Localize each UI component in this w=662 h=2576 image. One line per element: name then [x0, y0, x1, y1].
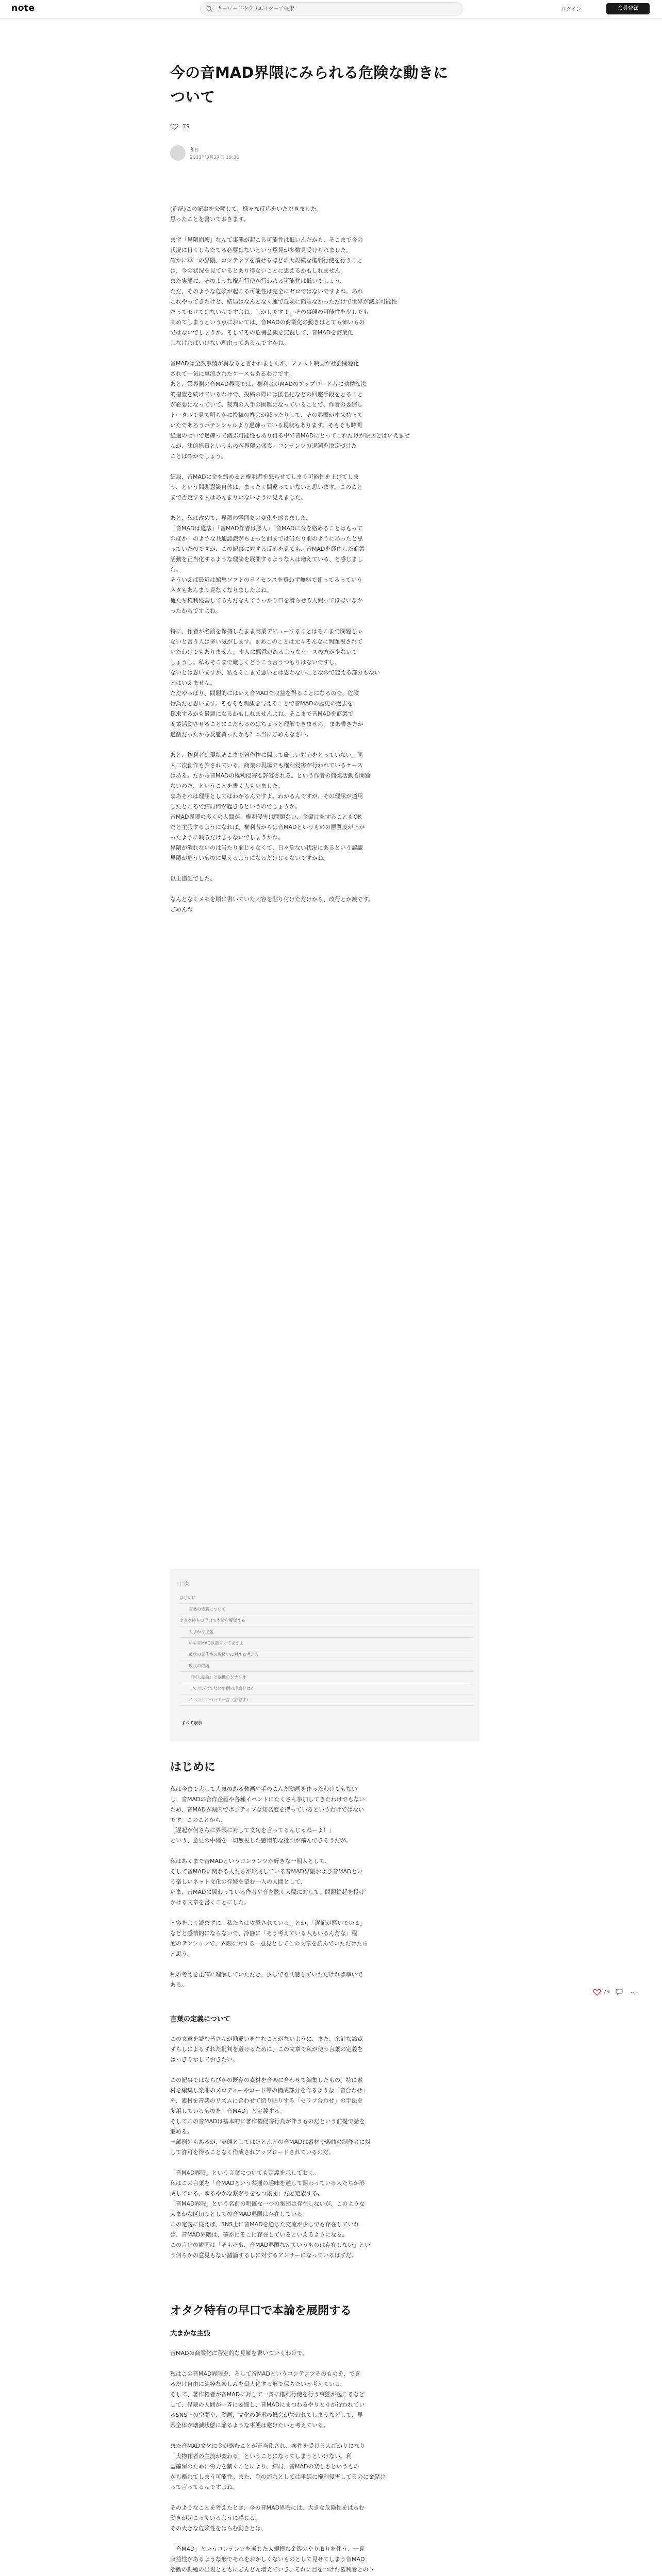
paragraph-line: う何らかの意見もない議論するしに対するアンサーになっているはずだ。 — [170, 2252, 357, 2259]
site-header — [0, 0, 662, 19]
paragraph-line: だと主張するようになれば、権利者からは音MADというものの悪質度が上が — [170, 824, 365, 831]
paragraph-line — [170, 863, 479, 874]
paragraph-line: ないと言う人は多い気がします。まあこのことは元々そんなに問題視されて — [170, 638, 363, 645]
article — [170, 61, 479, 2573]
paragraph-line — [170, 1908, 479, 1918]
paragraph-line: また音MAD文化に金が絡むことが正当化され、案件を受ける人ばかりになり — [170, 2443, 366, 2449]
paragraph-line — [170, 884, 479, 894]
paragraph-line: 成している、ゆるやかな繋がりをもつ集団」だと定義する。 — [170, 2190, 323, 2197]
paragraph-line: 収益性があるような形でそれをおかしくないものとして見せてしまう音MAD — [170, 2556, 365, 2563]
post-date: 2023年3月27日 19:36 — [190, 155, 239, 160]
paragraph-line: いま、音MADに関わっている作者や音を聴く人間に対して、問題提起を投げ — [170, 1889, 365, 1895]
floating-actions — [593, 1988, 644, 1998]
search-input[interactable] — [217, 4, 454, 13]
paragraph-line — [170, 2359, 479, 2369]
author-name[interactable]: 冬日 — [190, 148, 200, 153]
paragraph-line: 活動を正当化するような理論を展開するような人は増えている、と感じまし — [170, 556, 363, 563]
paragraph-line: 俺たち権利侵害してるんだなんてうっかり口を滑らせる人間ってほぼいなか — [170, 597, 363, 604]
paragraph-line: 界隈が危ういものに見えるようになるだけじゃないですかね。 — [170, 855, 329, 861]
paragraph-line — [170, 462, 479, 472]
paragraph-line — [170, 2534, 479, 2544]
paragraph-line: 結局、音MADに金を絡めると権利者を怒らせてしまう可能性を上げてしま — [170, 473, 359, 480]
title-line-2: ついて — [170, 88, 216, 106]
paragraph-line: そういえば最近は編集ソフトのライセンスを買わず無料で使ってるっていう — [170, 577, 363, 583]
paragraph-line: などと感情的にならないで、冷静に「そう考えている人もいるんだな」程 — [170, 1930, 357, 1937]
paragraph-line: ため、音MAD界隈内でポジティブな知名度を持っているというわけではない — [170, 1806, 365, 1813]
toc-item[interactable]: 現状の著作権の取扱いに対する考え方 — [179, 1649, 473, 1660]
paragraph-line: かける文章を書くことにした。 — [170, 1899, 250, 1906]
paragraph-line: しなければいけない理由ってあるんですかね。 — [170, 340, 289, 346]
signup-button[interactable]: 会員登録 — [606, 3, 650, 14]
heart-icon[interactable] — [170, 123, 178, 130]
paragraph-line — [170, 503, 479, 513]
table-of-contents — [170, 1569, 479, 1741]
paragraph-line: 私は今まで大して人気のある動画や手のこんだ動画を作ったわけでもない — [170, 1786, 357, 1792]
paragraph-line: その大きな危険性をはらむ動きとは、 — [170, 2525, 267, 2532]
paragraph-line: るだけ自由に純粋な楽しみを最大化する形で保ちたいと考えている。 — [170, 2381, 346, 2387]
paragraph-line: 商業活動させることにこだわるのはちょっと理解できません。まあ書き方が — [170, 721, 363, 727]
paragraph-line: とはいえません。 — [170, 680, 216, 686]
paragraph-line: 私の考えを正確に理解していただき、少しでも共感していただければ幸いで — [170, 1971, 363, 1978]
article-title — [170, 61, 479, 109]
paragraph-line — [170, 740, 479, 750]
search-icon — [206, 5, 213, 12]
paragraph-line: そして、著作権者が音MADに対して一斉に権利行使を行う事態が起こるなど — [170, 2391, 365, 2398]
paragraph-line — [170, 2065, 479, 2075]
paragraph-line: (追記)この記事を公開して、様々な反応をいただきました。 — [170, 206, 322, 212]
paragraph-line: ある。 — [170, 1981, 187, 1988]
paragraph-line: ったからですよね。 — [170, 607, 221, 614]
paragraph-line: 私はあくまで音MADというコンテンツが好きな一個人として、 — [170, 1858, 330, 1865]
paragraph-line: っていたのですが、この記事に対する反応を見ても、音MADを経由した商業 — [170, 546, 365, 552]
paragraph-line: 特に、作者が名前を保持したまま商業デビューすることはそこまで問題じゃ — [170, 628, 363, 635]
toc-item[interactable]: して言いはてない事柄の理論とは？ — [179, 1683, 473, 1694]
note-logo[interactable]: note — [11, 3, 35, 13]
paragraph-line: は、今の状況を見ているとあり得ないことに思えるかもしれません。 — [170, 267, 346, 274]
paragraph-line: 益確保のために労力を割くことにより、結局、音MADの楽しさというもの — [170, 2463, 359, 2470]
paragraph-line: 音MAD界隈の多くの人間が、権利侵害は問題ない、金儲けをすることもOK — [170, 814, 362, 820]
paragraph-line: や、素材を音楽のリズムに合わせて切り貼りする「セリフ合わせ」の手法を — [170, 2097, 363, 2104]
paragraph-line: そのようなことを考えたとき、今の音MAD界隈には、大きな危険性をはらむ — [170, 2504, 365, 2511]
section-definitions-body — [170, 2034, 479, 2261]
paragraph-line: ただ、そのような危険が起こる可能性は完全にゼロではないですよね。あれ — [170, 288, 363, 295]
paragraph-line: ことは確かでしょう。 — [170, 453, 227, 460]
paragraph-line: はある。だから音MADの権利侵害も許容される。という作者の商業活動も問題 — [170, 772, 371, 779]
paragraph-line: 大まかな区切りとしての音MAD界隈は存在している。 — [170, 2211, 308, 2217]
paragraph-line: 隈全体が壊滅状態に陥るような事態は避けたいと考えている。 — [170, 2422, 329, 2429]
paragraph-line: そして音MADに関わる人たちが形成している音MAD界隈および音MADとい — [170, 1868, 363, 1875]
paragraph-line: って言ってるんですよね。 — [170, 2484, 238, 2490]
section-heading-main: オタク特有の早口で本論を展開する — [170, 2304, 352, 2317]
section-intro-body — [170, 1784, 479, 1990]
toc-show-all-button[interactable]: すべて表示 — [181, 1721, 202, 1725]
paragraph-line: です。このことから、 — [170, 1817, 227, 1823]
paragraph-line: また実際に、そのような権利行使が行われる可能性は低いでしょう。 — [170, 278, 346, 284]
paragraph-line: 音MADは全然事情が異なると言われましたが、ファスト映画が社会問題化 — [170, 360, 359, 367]
paragraph-line: が必要になっていて、裁判の入手の困難になっていることで、作者の委縮し — [170, 401, 363, 408]
paragraph-line: 「音MADは違法」「音MAD作者は悪人」「音MADに金を絡めることはもって — [170, 525, 363, 532]
paragraph-line: あと、私は改めて、界隈の雰囲気の変化を感じました。 — [170, 515, 312, 521]
search-box[interactable] — [200, 2, 463, 15]
paragraph-line: 「大物作者の主流が変わる」ということになってしまうといけない。利 — [170, 2453, 352, 2460]
paragraph-line: して、界隈の人間が一斉に委縮し、音MADにまつわるやりとりが行われてい — [170, 2401, 365, 2408]
paragraph-line: 動きが起こっているように感じる。 — [170, 2515, 261, 2521]
toc-list — [179, 1592, 473, 1706]
paragraph-line: して許可を得ることなく作成されアップロードされているのだ。 — [170, 2149, 335, 2156]
paragraph-line: 度のテンションで、界隈に対する一意見としてこの文章を読んでいただけたら — [170, 1940, 368, 1947]
paragraph-line: 「音MAD界隈」という言葉についても定義を示しておく。 — [170, 2170, 320, 2176]
paragraph-line: 確かに単一の界隈、コンテンツを潰せるほどの大規模な権利行使を行うこと — [170, 257, 363, 264]
toc-item[interactable]: オタク特有の早口で本論を展開する — [179, 1615, 473, 1626]
subsection-heading-definitions: 言葉の定義について — [170, 2015, 230, 2023]
paragraph-line: るSNS上の空間や、動画、文化の継承の機会が失われてしまうなどして、界 — [170, 2412, 363, 2418]
avatar[interactable] — [170, 145, 186, 161]
paragraph-line: 活動の勤勉の出現とともにどんどん増えていき、それに目をつけた権利者とのト — [170, 2566, 374, 2573]
paragraph-line: 音MADの商業化に否定的な見解を書いていくわけで。 — [170, 2350, 308, 2357]
paragraph-line: まで否定する人はあんまりいないように見えました。 — [170, 494, 306, 501]
paragraph-line: 人二次創作も許されている。商業の現場でも権利侵害が行われているケース — [170, 762, 363, 769]
toc-heading: 目次 — [179, 1582, 189, 1587]
paragraph-line: ったように映るだけじゃないでしょうかね。 — [170, 834, 284, 841]
paragraph-line: ば、音MAD界隈は、確かにそこに存在しているといえるようになる。 — [170, 2231, 348, 2238]
paragraph-line: う、という問題意識自体は、まったく間違っていないと思います。このこと — [170, 484, 363, 490]
side-like-count: 79 — [603, 1989, 610, 1995]
paragraph-line — [170, 1846, 479, 1856]
paragraph-line: から離れてしまう可能性。また、金の流れとしては単純に権利侵害してるのに金儲け — [170, 2473, 386, 2480]
paragraph-line: したところで結局何が起きるというのでしょうか。 — [170, 803, 301, 810]
section-main-body — [170, 2348, 479, 2576]
paragraph-line: だってゼロではないんですよね。しかしですよ、その事態の可能性を少しでも — [170, 309, 369, 315]
like-count: 79 — [183, 123, 190, 130]
paragraph-line: 界隈が潰れないのは当たり前じゃなくて、日々危ない状況にあるという認識 — [170, 844, 363, 851]
paragraph-line: 「音MAD界隈」という名前の明確な一つの集団は存在しないが、このような — [170, 2200, 365, 2207]
paragraph-line: んが、法的措置というものが界隈の盛衰、コンテンツの退潮を決定づけた — [170, 443, 357, 449]
paragraph-line: 私はこの音MAD界隈を、そして音MADというコンテンツそのものを、でき — [170, 2370, 361, 2377]
paragraph-line: 「遅起が何さらに界隈に対して文句を言ってるんじゃねーよ！」 — [170, 1827, 335, 1834]
paragraph-line: 思ったことを書いておきます。 — [170, 216, 250, 223]
paragraph-line: 過激だったから反感買ったかも？本当にごめんなさい。 — [170, 731, 312, 738]
paragraph-line: 経過のせいで過疎って滅ぶ可能性もあり得る中で音MADにとってこれだけが原因とはいえませ — [170, 432, 410, 439]
paragraph-line: はっきり示しておきたい。 — [170, 2056, 238, 2063]
paragraph-line: という、意見の中傷を一切無視した感情的な批判が飛んできそうだが。 — [170, 1837, 352, 1844]
paragraph-line: この記事ではならびかの既存の素材を音楽に合わせて編集したもの、特に素 — [170, 2077, 363, 2083]
comment-icon[interactable] — [616, 1988, 623, 1995]
toc-item[interactable]: イベントについて一言（独善す） — [179, 1694, 473, 1706]
subsection-heading-summary: 大まかな主張 — [170, 2330, 211, 2337]
paragraph-line — [170, 2158, 479, 2168]
paragraph-line: されて一気に裏流されたケースもあるわけです。 — [170, 370, 294, 377]
paragraph-line: あと、業界側の音MAD界隈では、権利者がMADのアップロード者に執拗な法 — [170, 381, 367, 387]
more-options-icon[interactable]: … — [630, 1987, 637, 1995]
paragraph-line: まあそれは理屈としてはわかるんですよ。わかるんですが、その理屈が通用 — [170, 793, 363, 800]
toc-item[interactable]: 『同人誌論』と危機のシナリオ — [179, 1672, 473, 1683]
paragraph-line: そしてこの音MADは基本的に著作権侵害行為が伴うものだという前提で話を — [170, 2118, 365, 2125]
paragraph-line: 高めてしまうという点においては、音MADの商業化の動きはとても怖いもの — [170, 319, 365, 326]
toc-item[interactable]: 現状の問題 — [179, 1660, 473, 1672]
article-intro — [170, 204, 479, 915]
paragraph-line: 内容をよく読まずに「私たちは攻撃されている」とか、「遅記が騒いでいる」 — [170, 1920, 366, 1926]
paragraph-line: ではないでしょうか。そしてその危機意識を無視して、音MADを商業化 — [170, 329, 354, 336]
paragraph-line: 行為だと思います。そもそも刺激を与えることで音MADの歴史の過去を — [170, 700, 353, 707]
paragraph-line — [170, 1959, 479, 1970]
paragraph-line: しょうし。私もそこまで厳しくどうこう言うつもりはないですし、 — [170, 659, 340, 666]
paragraph-line: ないのだ、ということを書く人もいました。 — [170, 783, 284, 789]
paragraph-line: まず「界隈崩壊」なんて事態が起こる可能性は低いんだから、そこまで今の — [170, 236, 363, 243]
section-heading-intro: はじめに — [170, 1761, 216, 1774]
paragraph-line — [170, 616, 479, 626]
paragraph-line: 「音MAD」というコンテンツを通じた大規模な金銭のやり取りを伴う、一見 — [170, 2546, 365, 2552]
paragraph-line: ごめんね — [170, 906, 193, 913]
paragraph-line: う楽しいネット文化の存続を望む一人の人間として、 — [170, 1878, 306, 1885]
paragraph-line — [170, 348, 479, 359]
paragraph-line: ないとは思いますが、私もそこまで悪いとは思わないことなので変える部分もない — [170, 669, 380, 676]
paragraph-line — [170, 2493, 479, 2503]
paragraph-line: なんとなくメモを順に書いていた内容を貼り付けただけから、改行とか雑です。 — [170, 896, 374, 903]
paragraph-line: 探求するかも最悪になるかもしれませんよね。そこまで音MADを商業で — [170, 710, 354, 717]
heart-icon[interactable] — [593, 1989, 601, 1996]
paragraph-line: これやってきたけど、結局はなんとなく運で危険に陥らなかっただけで世界が滅ぶ可能性 — [170, 298, 397, 305]
paragraph-line — [170, 225, 479, 235]
paragraph-line: 進める。 — [170, 2128, 193, 2135]
toc-item[interactable]: いや音MAD以前言ってますよ — [179, 1638, 473, 1649]
paragraph-line: と思う。 — [170, 1951, 193, 1957]
paragraph-line: 以上追記でした。 — [170, 875, 216, 882]
login-button[interactable]: ログイン — [561, 7, 582, 12]
author-row[interactable] — [170, 145, 376, 166]
title-line-1: 今の音MAD界隈にみられる危険な動きに — [170, 64, 449, 81]
paragraph-line: この文章を読む皆さんが勘違いを生むことがないように、また、余計な論点 — [170, 2036, 363, 2042]
toc-item[interactable]: 言葉の定義について — [179, 1604, 473, 1615]
paragraph-line: 一部例外もあるが、実態としてはほとんどの音MADは素材や楽曲の制作者に対 — [170, 2139, 371, 2145]
paragraph-line: 状況に目くじらたてる必要はないという意見が多数見受けられました。 — [170, 247, 352, 253]
paragraph-line: この定義に従えば、SNS上に音MADを通じた交流が少しでも存在していれ — [170, 2221, 359, 2228]
paragraph-line: トータルで見て明らかに投稿の機会が減ったりして、その界隈が本来持って — [170, 412, 363, 418]
paragraph-line: 多用しているものを「音MAD」と定義する。 — [170, 2108, 286, 2114]
paragraph-line: 私はこの言葉を「音MADという共通の趣味を通して関わっている人たちが形 — [170, 2180, 365, 2187]
paragraph-line: 材を編集し楽曲のメロディーやコード等の構成部分を作るような「音合わせ」 — [170, 2087, 369, 2094]
paragraph-line: し、音MADの合作企画や各種イベントにたくさん参加してきたわけでもない — [170, 1796, 365, 1803]
paragraph-line: この言葉の説明は「そもそも、音MAD界隈なんていうものは存在しない」とい — [170, 2242, 371, 2248]
toc-item[interactable]: はじめに — [179, 1592, 473, 1604]
paragraph-line: いたわけでもありません。本人に悪意があるようなケースの方が少ないで — [170, 649, 358, 655]
paragraph-line: ずらしによるずれた批判を避けるために、この文章で私が使う言葉の定義を — [170, 2046, 363, 2053]
paragraph-line — [170, 2431, 479, 2441]
paragraph-line: た。 — [170, 566, 181, 573]
paragraph-line: ただやっぱり、問題的にはいえ音MADで収益を得ることになるので、危険 — [170, 690, 359, 697]
paragraph-line: ネタもあんまり見なくなりましたよね。 — [170, 587, 272, 594]
paragraph-line: 的措置を続けているわけで、投稿の際には匿名化などの回避手段をとること — [170, 391, 363, 398]
paragraph-line: あと、権利者は現状そこまで著作権に関して厳しい対応をとっていない。同 — [170, 752, 363, 758]
toc-item[interactable]: 大まかな主張 — [179, 1626, 473, 1638]
paragraph-line: いたであろうポテンシャルより過疎っている現状もあります。そもそも時間 — [170, 422, 362, 429]
paragraph-line: のほか」のような共通認識がちょっと前までは当たり前のようにあったと思 — [170, 535, 363, 542]
